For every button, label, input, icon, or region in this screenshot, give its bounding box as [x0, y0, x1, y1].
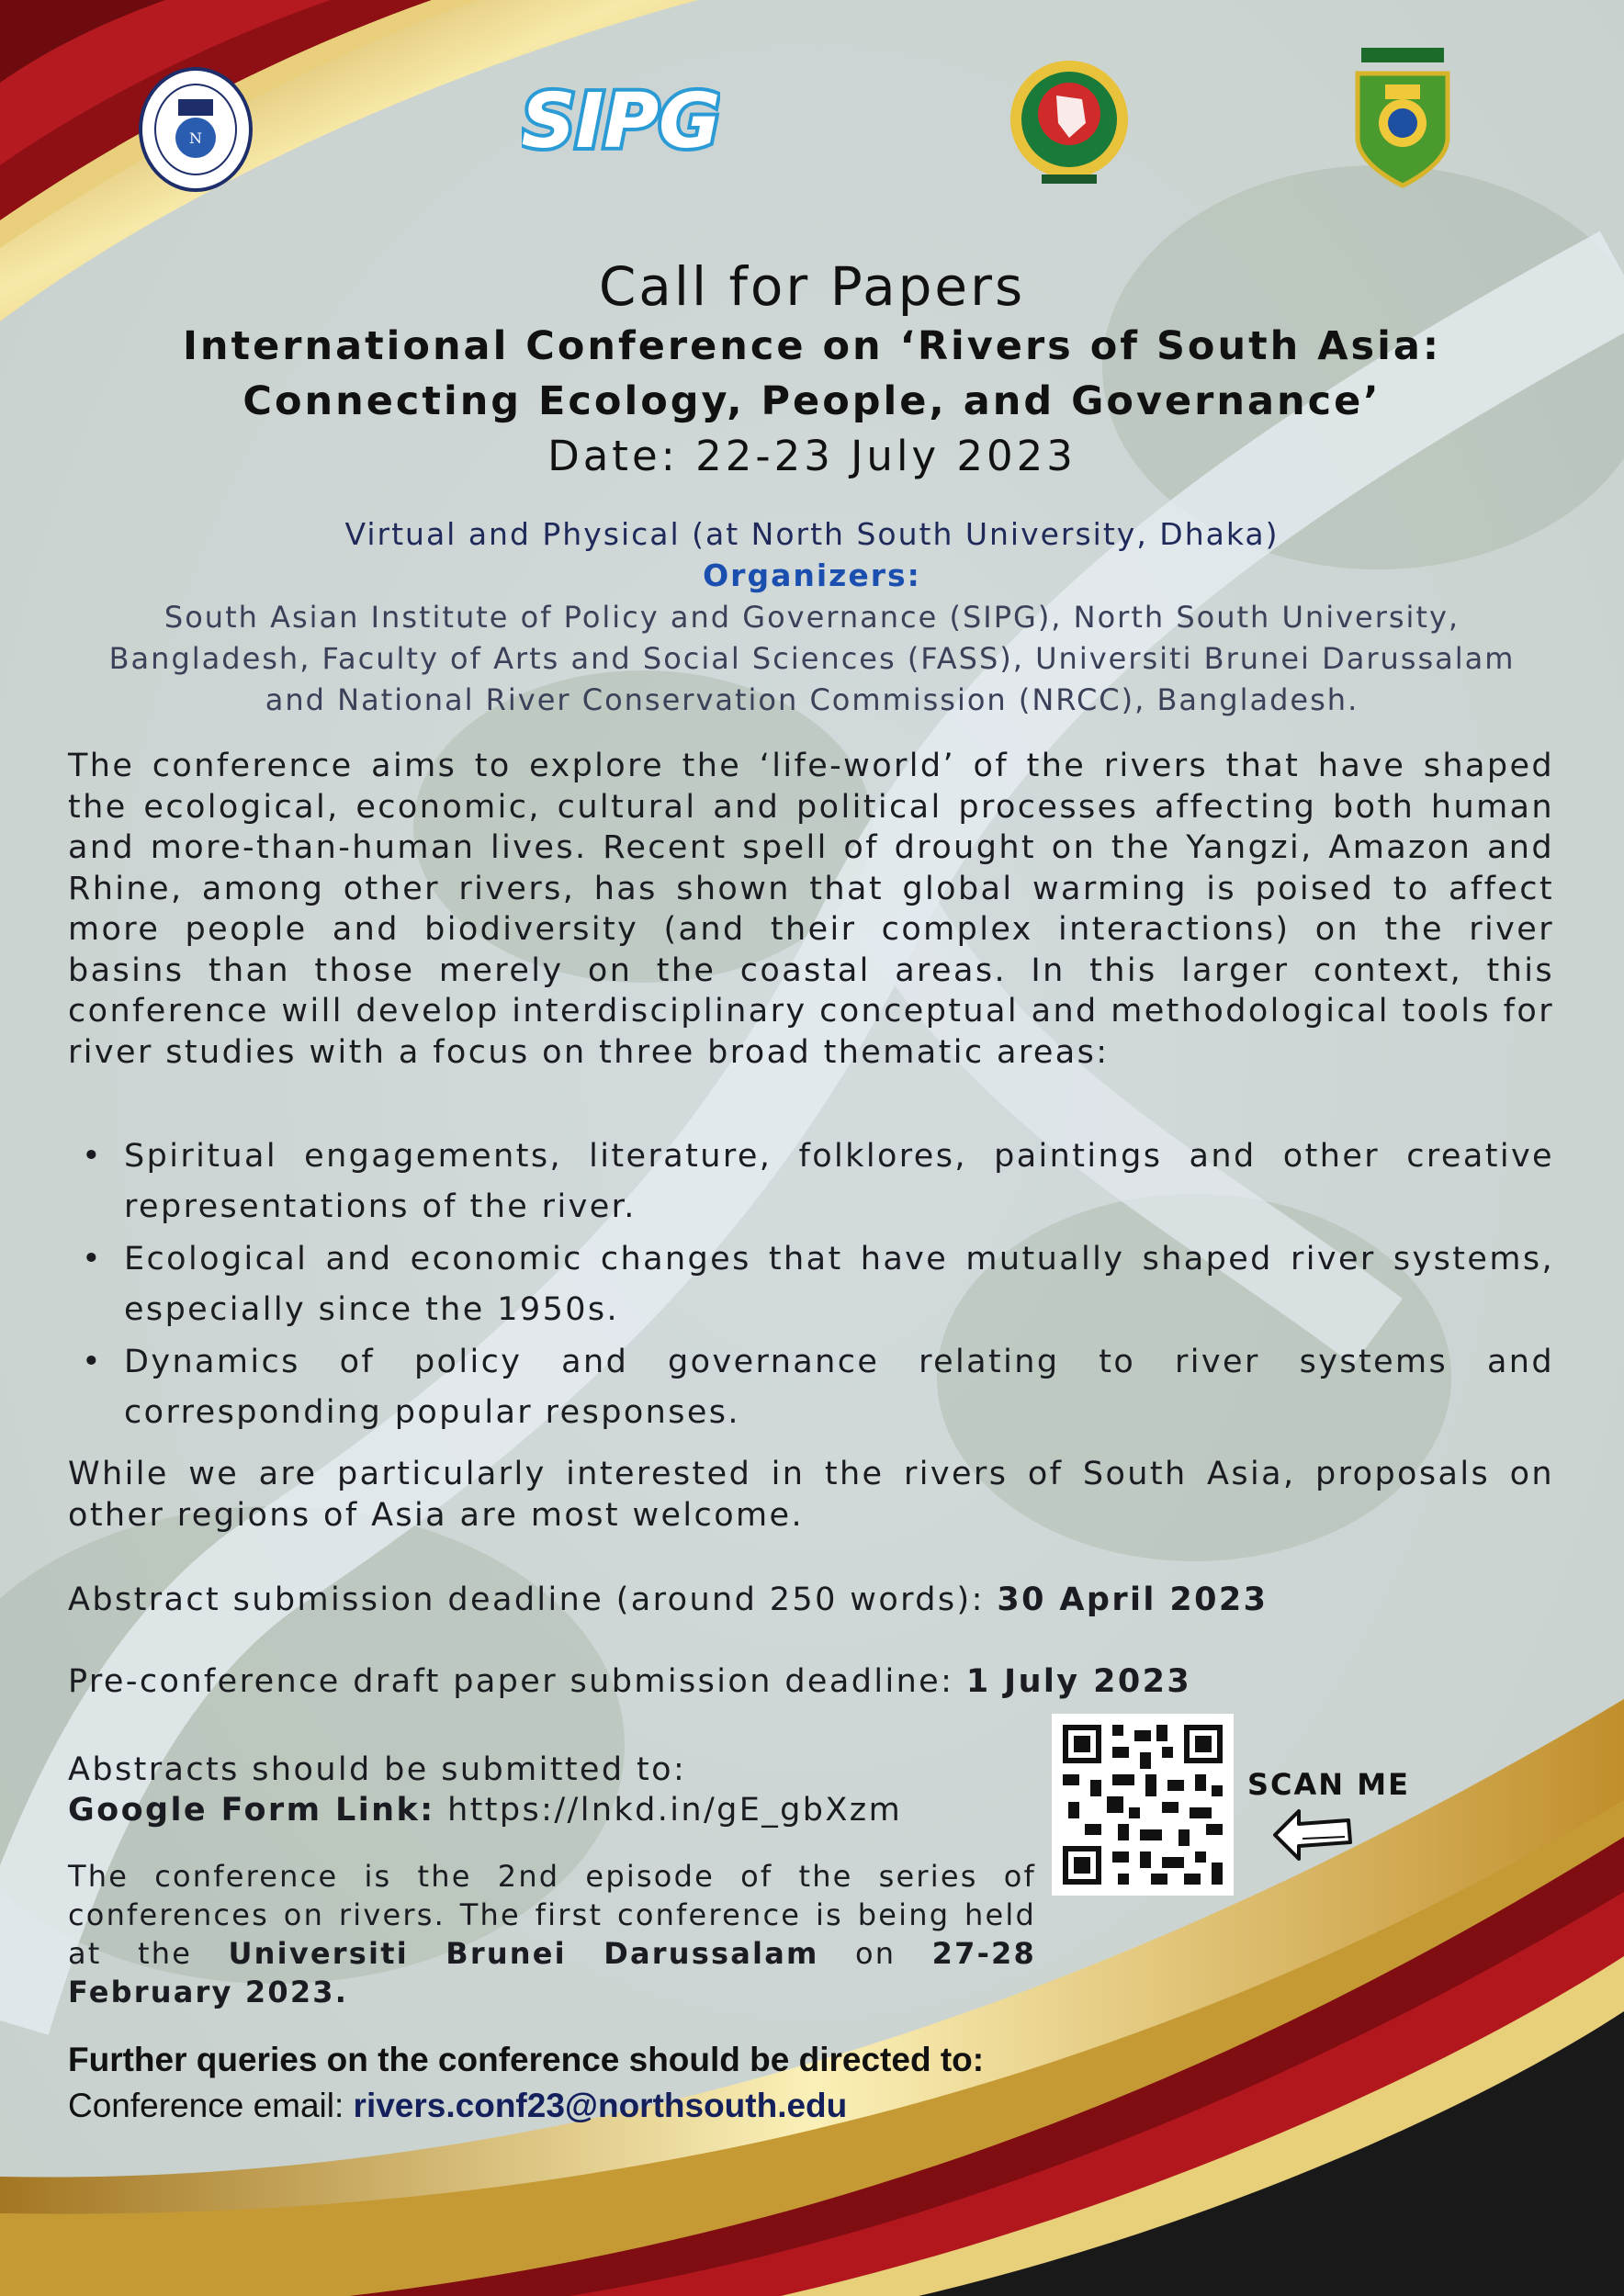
bullet-icon: • — [82, 1241, 104, 1277]
qr-code[interactable] — [1052, 1714, 1234, 1896]
submission-line: Abstracts should be submitted to: — [68, 1751, 687, 1788]
themes-list — [68, 1131, 1554, 1440]
queries-heading: Further queries on the conference should be directed to: — [68, 2041, 985, 2078]
bullet-icon: • — [82, 1344, 104, 1380]
series-paragraph — [68, 1857, 1036, 2011]
bullet-icon: • — [82, 1138, 104, 1175]
intro-paragraph: The conference aims to explore the ‘life-world’ of the rivers that have shaped the ecological, economic, cultural and political processes affecting both human and more-than-human lives. Recent spell of drought on the Yangzi, Amazon and Rhine, among other rivers, has shown that global warming is poised to affect more people and biodiversity (and their complex interactions) on the river basins than those merely on the coastal areas. In this larger context, this conference will develop interdisciplinary conceptual and methodological tools for river studies with a focus on three broad thematic areas: — [68, 748, 1554, 1071]
organizers-text: South Asian Institute of Policy and Governance (SIPG), North South University, Bangladesh, Faculty of Arts and Social Sciences (FASS), Universiti Brunei Darussalam and National River Conservation Commission (NRCC), Bangladesh. — [108, 600, 1516, 717]
call-for-papers-heading: Call for Papers — [598, 255, 1026, 318]
svg-text:N: N — [189, 129, 202, 147]
list-item: • Dynamics of policy and governance relating to river systems and corresponding popular responses. — [124, 1337, 1554, 1438]
draft-deadline-date: 1 July 2023 — [965, 1663, 1192, 1700]
conference-title-line2: Connecting Ecology, People, and Governance’ — [242, 378, 1382, 424]
google-form-label: Google Form Link: — [68, 1792, 435, 1829]
series-university: Universiti Brunei Darussalam — [228, 1936, 819, 1971]
arrow-left-icon — [1266, 1800, 1358, 1864]
email-label: Conference email: — [68, 2087, 354, 2124]
abstract-deadline-label: Abstract submission deadline (around 250 words): — [68, 1581, 998, 1618]
nrcc-logo — [1001, 59, 1137, 187]
sipg-logo-text: SIPG — [522, 79, 720, 160]
series-text-2: on — [818, 1936, 932, 1971]
google-form-row — [68, 1790, 902, 1830]
list-item: • Ecological and economic changes that have mutually shaped river systems, especially since the 1950s. — [124, 1234, 1554, 1335]
contact-line — [68, 2087, 847, 2125]
conference-email[interactable]: rivers.conf23@northsouth.edu — [353, 2087, 848, 2124]
draft-deadline-label: Pre-conference draft paper submission deadline: — [68, 1663, 966, 1700]
nsu-logo — [138, 66, 254, 193]
series-dates: 27-28 February 2023. — [68, 1936, 1036, 2009]
list-item: • Spiritual engagements, literature, folklores, paintings and other creative representations of the river. — [124, 1131, 1554, 1232]
sipg-logo — [522, 79, 720, 160]
series-text: The conference is the 2nd episode of the series of conferences on rivers. The first conference is being held at the — [68, 1859, 1036, 1971]
scan-me-label: SCAN ME — [1247, 1767, 1410, 1802]
submission-info — [68, 1750, 902, 1830]
welcome-paragraph: While we are particularly interested in the rivers of South Asia, proposals on other regions of Asia are most welcome. — [68, 1456, 1554, 1534]
conference-date: Date: 22-23 July 2023 — [547, 432, 1077, 480]
draft-deadline — [68, 1663, 1191, 1700]
organizers-heading: Organizers: — [703, 557, 921, 593]
abstract-deadline-date: 30 April 2023 — [997, 1581, 1269, 1618]
google-form-link[interactable]: https://lnkd.in/gE_gbXzm — [447, 1792, 903, 1829]
venue-text: Virtual and Physical (at North South University, Dhaka) — [344, 516, 1280, 552]
conference-title-line1: International Conference on ‘Rivers of South Asia: — [182, 323, 1442, 369]
ubd-logo — [1348, 46, 1457, 189]
abstract-deadline — [68, 1581, 1268, 1618]
